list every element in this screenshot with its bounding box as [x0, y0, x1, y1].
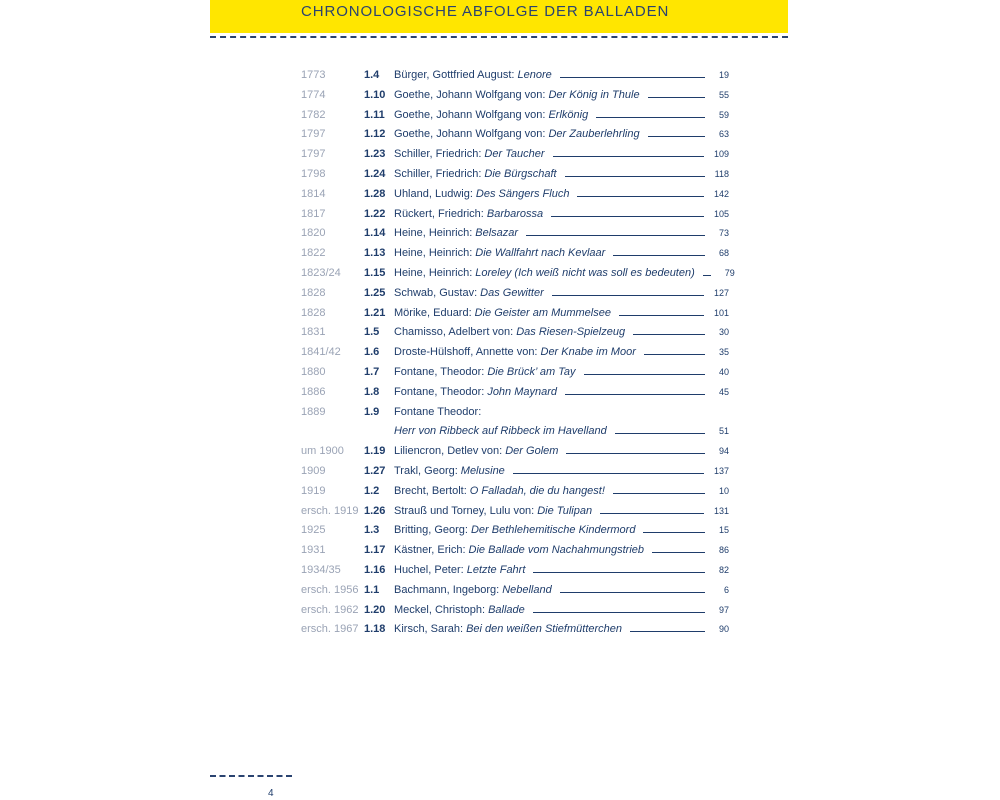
toc-title: Melusine — [460, 464, 505, 477]
toc-entry — [394, 465, 729, 477]
header-divider — [210, 36, 788, 38]
toc-year: 1823/24 — [301, 266, 341, 279]
toc-page-number: 142 — [713, 188, 729, 199]
toc-year: ersch. 1956 — [301, 583, 359, 596]
toc-leader — [560, 77, 705, 78]
toc-leader — [703, 275, 711, 276]
toc-entry — [394, 425, 729, 437]
page-title: CHRONOLOGISCHE ABFOLGE DER BALLADEN — [301, 3, 670, 20]
toc-entry — [394, 524, 729, 536]
toc-year: ersch. 1919 — [301, 504, 359, 517]
toc-page-number: 19 — [718, 70, 729, 80]
toc-page-number: 109 — [713, 149, 729, 160]
toc-title: Das Gewitter — [480, 286, 544, 299]
toc-page-number: 118 — [714, 168, 729, 179]
toc-row — [301, 323, 729, 343]
toc-title: Letzte Fahrt — [466, 563, 526, 576]
toc-leader — [565, 394, 705, 395]
toc-title: Die Wallfahrt nach Kevlaar — [475, 247, 606, 260]
toc-year: 1774 — [301, 88, 326, 101]
toc-title: O Falladah, die du hangest! — [469, 484, 605, 497]
toc-entry — [394, 564, 729, 576]
toc-title: Herr von Ribbeck auf Ribbeck im Havelland — [394, 425, 607, 438]
toc-ballad-number: 1.14 — [364, 227, 386, 240]
toc-author: Meckel, Christoph: — [394, 603, 486, 616]
toc-entry — [394, 386, 729, 398]
toc-title: Die Ballade vom Nachahmungstrieb — [468, 544, 645, 557]
toc-ballad-number: 1.21 — [364, 306, 386, 319]
toc-page-number: 137 — [713, 465, 729, 476]
toc-leader — [644, 354, 705, 355]
toc-row — [301, 363, 729, 383]
toc-page-number: 35 — [718, 347, 729, 358]
toc-title: Des Sängers Fluch — [475, 187, 570, 200]
toc-year: 1773 — [301, 69, 326, 81]
toc-ballad-number: 1.26 — [364, 504, 386, 517]
toc-ballad-number: 1.17 — [364, 544, 386, 557]
toc-leader — [565, 176, 705, 177]
toc-author: Heine, Heinrich: — [394, 227, 473, 240]
toc-page-number: 90 — [718, 624, 729, 635]
toc-entry — [394, 485, 729, 497]
toc-row — [301, 125, 729, 145]
toc-author: Kästner, Erich: — [394, 544, 466, 557]
toc-entry — [394, 307, 729, 319]
toc-year: 1820 — [301, 227, 326, 240]
toc-ballad-number: 1.19 — [364, 445, 386, 458]
toc-page-number: 105 — [713, 208, 729, 219]
toc-page-number: 131 — [713, 505, 729, 516]
toc-page-number: 86 — [718, 545, 729, 556]
toc-row — [301, 383, 729, 403]
toc-leader — [526, 235, 705, 236]
toc-page-number: 30 — [718, 327, 729, 338]
toc-ballad-number: 1.15 — [364, 266, 386, 279]
toc-author: Goethe, Johann Wolfgang von: — [394, 108, 546, 121]
toc-entry — [394, 445, 729, 457]
toc-row — [301, 284, 729, 304]
toc-page-number: 55 — [718, 89, 729, 100]
toc-entry — [394, 505, 729, 517]
toc-title: Nebelland — [502, 583, 552, 596]
toc-title: John Maynard — [487, 385, 558, 398]
toc-page-number: 51 — [718, 426, 729, 437]
toc-leader — [630, 631, 705, 632]
toc-row — [301, 442, 729, 462]
toc-title: Bei den weißen Stiefmütterchen — [466, 623, 623, 636]
toc-entry — [394, 604, 729, 616]
toc-entry — [394, 208, 729, 220]
toc-row — [301, 561, 729, 581]
toc-row — [301, 244, 729, 264]
toc-row — [301, 145, 729, 165]
toc-leader — [513, 473, 704, 474]
toc-ballad-number: 1.9 — [364, 405, 380, 418]
toc-page-number: 94 — [718, 446, 729, 457]
toc-year: 1828 — [301, 306, 326, 319]
toc-leader — [566, 453, 705, 454]
toc-year: ersch. 1967 — [301, 623, 359, 636]
toc-page-number: 127 — [713, 287, 729, 298]
toc-author: Heine, Heinrich: — [394, 266, 473, 279]
toc-page-number: 101 — [713, 307, 729, 318]
toc-row — [301, 581, 729, 601]
toc-title: Ballade — [488, 603, 525, 616]
toc-year: 1797 — [301, 148, 326, 161]
toc-entry — [394, 128, 729, 140]
toc-leader — [596, 117, 705, 118]
toc-ballad-number: 1.18 — [364, 623, 386, 636]
footer-divider — [210, 775, 292, 777]
toc-entry — [394, 544, 729, 556]
toc-entry — [394, 148, 729, 160]
toc-ballad-number: 1.12 — [364, 128, 386, 141]
toc-entry — [394, 188, 729, 200]
toc-year: 1797 — [301, 128, 326, 141]
toc-year: 1889 — [301, 405, 326, 418]
toc-row — [301, 304, 729, 324]
toc-ballad-number: 1.2 — [364, 484, 380, 497]
page-number: 4 — [268, 788, 274, 799]
toc-leader — [652, 552, 705, 553]
toc-leader — [552, 295, 704, 296]
toc-row — [301, 502, 729, 522]
toc-year: 1782 — [301, 108, 326, 121]
toc-ballad-number: 1.13 — [364, 247, 386, 260]
toc-entry — [394, 247, 729, 259]
toc-year: 1934/35 — [301, 563, 341, 576]
toc-entry — [394, 366, 729, 378]
toc-ballad-number: 1.4 — [364, 69, 380, 81]
toc-title: Der Taucher — [484, 148, 545, 161]
toc-year: 1886 — [301, 385, 326, 398]
toc-page-number: 82 — [718, 564, 729, 575]
toc-leader — [533, 612, 705, 613]
toc-ballad-number: 1.24 — [364, 167, 386, 180]
toc-row — [301, 165, 729, 185]
toc-page-number: 63 — [718, 129, 729, 140]
toc-author: Rückert, Friedrich: — [394, 207, 484, 220]
toc-row — [301, 205, 729, 225]
toc-author: Uhland, Ludwig: — [394, 187, 473, 200]
toc-entry — [394, 623, 729, 635]
toc-ballad-number: 1.10 — [364, 88, 386, 101]
toc-title: Der Golem — [505, 445, 559, 458]
toc-page-number: 73 — [718, 228, 729, 239]
toc-row — [301, 86, 729, 106]
toc-year: 1814 — [301, 187, 326, 200]
toc-year: 1822 — [301, 247, 326, 260]
toc-row — [301, 541, 729, 561]
toc-entry — [394, 168, 729, 180]
toc-author: Britting, Georg: — [394, 524, 468, 537]
toc-entry — [394, 406, 729, 418]
toc-year: 1919 — [301, 484, 326, 497]
toc-year: 1880 — [301, 365, 326, 378]
toc-leader — [615, 433, 705, 434]
toc-year: 1909 — [301, 464, 326, 477]
toc-ballad-number: 1.23 — [364, 148, 386, 161]
toc-ballad-number: 1.28 — [364, 187, 386, 200]
toc-leader — [648, 136, 705, 137]
toc-leader — [577, 196, 704, 197]
toc-leader — [613, 493, 705, 494]
toc-title: Die Brück’ am Tay — [487, 365, 576, 378]
toc-page-number: 97 — [718, 604, 729, 615]
toc-title: Barbarossa — [486, 207, 544, 220]
toc-year: 1798 — [301, 167, 326, 180]
toc-author: Kirsch, Sarah: — [394, 623, 464, 636]
toc-author: Schiller, Friedrich: — [394, 167, 482, 180]
toc-row — [301, 601, 729, 621]
ballad-chronology-list — [301, 66, 735, 640]
toc-leader — [560, 592, 705, 593]
toc-row — [301, 462, 729, 482]
toc-ballad-number: 1.7 — [364, 365, 380, 378]
toc-row — [301, 66, 729, 86]
toc-author: Schwab, Gustav: — [394, 286, 478, 299]
toc-row — [301, 106, 729, 126]
toc-page-number: 15 — [718, 525, 729, 536]
toc-title: Erlkönig — [548, 108, 589, 121]
toc-ballad-number: 1.8 — [364, 385, 380, 398]
toc-ballad-number: 1.22 — [364, 207, 386, 220]
toc-year: 1841/42 — [301, 346, 341, 359]
toc-leader — [551, 216, 704, 217]
toc-author: Droste-Hülshoff, Annette von: — [394, 346, 538, 359]
toc-ballad-number: 1.20 — [364, 603, 386, 616]
toc-page-number: 68 — [718, 248, 729, 259]
toc-author: Liliencron, Detlev von: — [394, 445, 503, 458]
toc-ballad-number: 1.5 — [364, 326, 380, 339]
toc-title: Der Bethlehemitische Kindermord — [470, 524, 636, 537]
toc-entry — [394, 89, 729, 101]
toc-entry — [394, 109, 729, 121]
toc-page-number: 6 — [723, 584, 729, 595]
toc-row — [301, 224, 729, 244]
toc-leader — [643, 532, 705, 533]
toc-page-number: 59 — [718, 109, 729, 120]
toc-leader — [648, 97, 705, 98]
toc-leader — [584, 374, 705, 375]
toc-page-number: 79 — [724, 267, 735, 278]
toc-row — [301, 521, 729, 541]
toc-author: Strauß und Torney, Lulu von: — [394, 504, 535, 517]
toc-title: Belsazar — [475, 227, 519, 240]
toc-leader — [600, 513, 704, 514]
toc-ballad-number: 1.16 — [364, 563, 386, 576]
toc-leader — [619, 315, 704, 316]
toc-page-number: 10 — [718, 485, 729, 496]
toc-author: Huchel, Peter: — [394, 563, 464, 576]
toc-title: Lenore — [517, 69, 552, 81]
toc-page-number: 40 — [718, 366, 729, 377]
toc-leader — [633, 334, 705, 335]
toc-title: Die Geister am Mummelsee — [474, 306, 611, 319]
toc-year: 1817 — [301, 207, 326, 220]
toc-row — [301, 185, 729, 205]
toc-author: Goethe, Johann Wolfgang von: — [394, 88, 546, 101]
toc-author: Mörike, Eduard: — [394, 306, 472, 319]
toc-year: ersch. 1962 — [301, 603, 359, 616]
toc-ballad-number: 1.25 — [364, 286, 386, 299]
toc-entry — [394, 266, 735, 279]
toc-author: Schiller, Friedrich: — [394, 148, 482, 161]
toc-year: 1831 — [301, 326, 326, 339]
toc-author: Bürger, Gottfried August: — [394, 69, 515, 81]
toc-year: 1925 — [301, 524, 326, 537]
toc-author: Fontane, Theodor: — [394, 385, 485, 398]
toc-year: 1931 — [301, 544, 326, 557]
toc-entry — [394, 69, 729, 81]
toc-entry — [394, 287, 729, 299]
toc-page-number: 45 — [718, 386, 729, 397]
toc-title: Das Riesen-Spielzeug — [516, 326, 626, 339]
toc-row — [301, 482, 729, 502]
toc-ballad-number: 1.6 — [364, 346, 380, 359]
toc-row — [301, 343, 729, 363]
toc-year: um 1900 — [301, 445, 344, 458]
toc-row — [301, 403, 729, 423]
toc-ballad-number: 1.3 — [364, 524, 380, 537]
toc-row — [301, 264, 735, 284]
toc-year: 1828 — [301, 286, 326, 299]
toc-author: Trakl, Georg: — [394, 464, 458, 477]
toc-row — [301, 620, 729, 640]
toc-title: Die Tulipan — [537, 504, 593, 517]
toc-ballad-number: 1.27 — [364, 464, 386, 477]
toc-ballad-number: 1.11 — [364, 108, 385, 121]
toc-leader — [613, 255, 705, 256]
header-band — [210, 0, 788, 33]
toc-leader — [553, 156, 704, 157]
toc-title: Der König in Thule — [548, 88, 640, 101]
toc-title: Loreley (Ich weiß nicht was soll es bedeuten) — [475, 266, 695, 279]
toc-title: Der Knabe im Moor — [540, 346, 636, 359]
toc-entry — [394, 227, 729, 239]
toc-ballad-number: 1.1 — [364, 583, 380, 596]
toc-row — [301, 422, 729, 442]
toc-author: Brecht, Bertolt: — [394, 484, 467, 497]
toc-entry — [394, 346, 729, 358]
toc-author: Heine, Heinrich: — [394, 247, 473, 260]
toc-title: Die Bürgschaft — [484, 167, 557, 180]
toc-title: Der Zauberlehrling — [548, 128, 640, 141]
toc-entry — [394, 584, 729, 596]
toc-author: Fontane Theodor: — [394, 405, 482, 418]
toc-leader — [533, 572, 705, 573]
toc-author: Bachmann, Ingeborg: — [394, 583, 500, 596]
toc-entry — [394, 326, 729, 338]
toc-author: Goethe, Johann Wolfgang von: — [394, 128, 546, 141]
toc-author: Chamisso, Adelbert von: — [394, 326, 514, 339]
toc-author: Fontane, Theodor: — [394, 365, 485, 378]
